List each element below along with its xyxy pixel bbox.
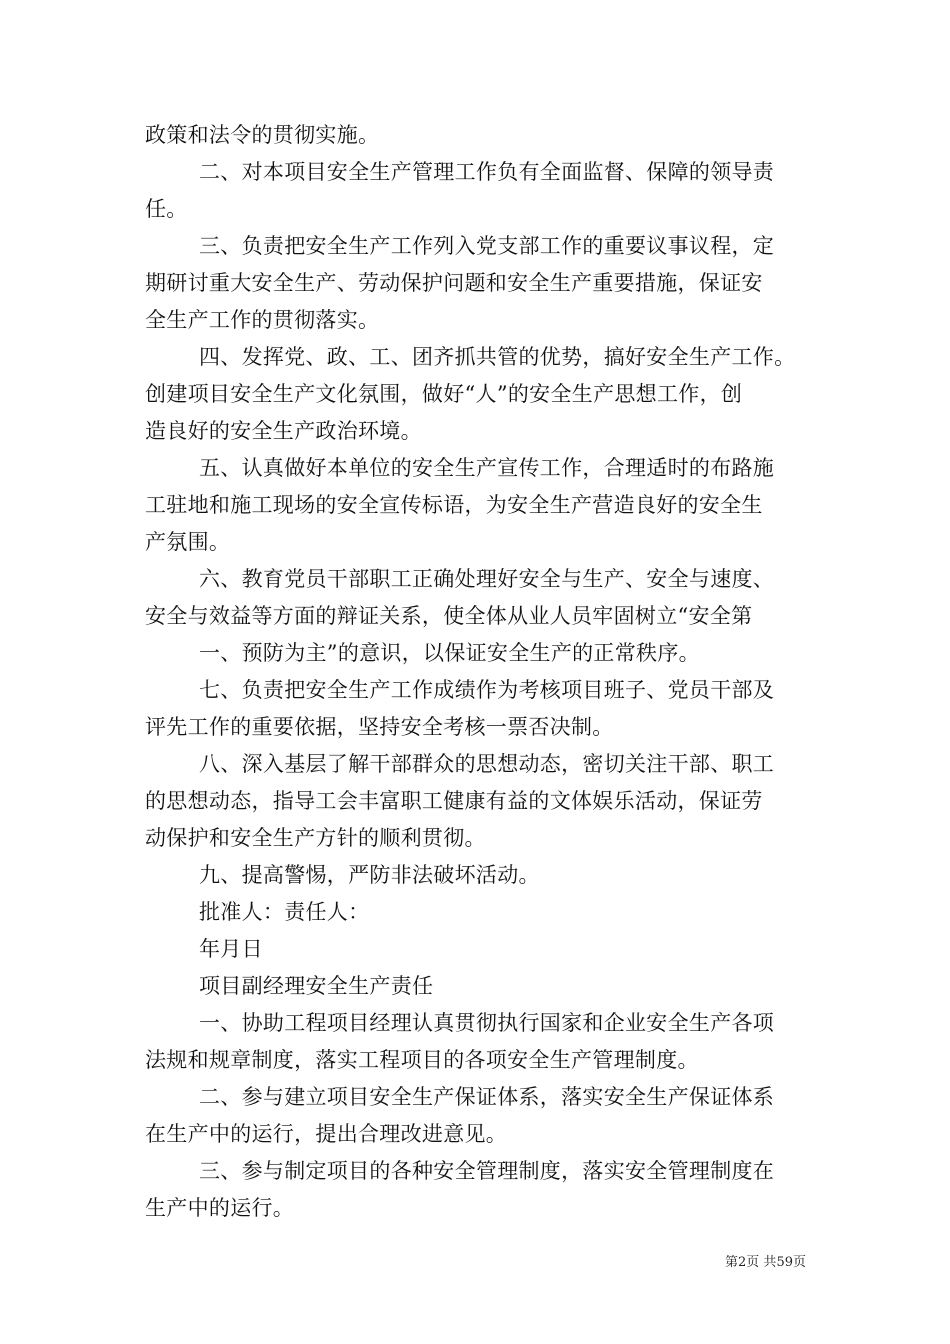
text-line: 评先工作的重要依据，坚持安全考核一票否决制。 xyxy=(145,715,614,739)
text-line: 四、发挥党、政、工、团齐抓共管的优势，搞好安全生产工作。 xyxy=(199,345,796,369)
text-line: 政策和法令的贯彻实施。 xyxy=(145,123,380,147)
text-line: 一、协助工程项目经理认真贯彻执行国家和企业安全生产各项 xyxy=(199,1011,775,1035)
text-line: 九、提高警惕，严防非法破坏活动。 xyxy=(199,863,540,887)
section-heading: 项目副经理安全生产责任 xyxy=(199,974,434,998)
text-line: 七、负责把安全生产工作成绩作为考核项目班子、党员干部及 xyxy=(199,678,775,702)
text-line: 安全与效益等方面的辩证关系，使全体从业人员牢固树立“安全第 xyxy=(145,604,753,628)
text-line: 二、对本项目安全生产管理工作负有全面监督、保障的领导责 xyxy=(199,160,775,184)
text-line: 二、参与建立项目安全生产保证体系，落实安全生产保证体系 xyxy=(199,1085,775,1109)
text-line: 三、参与制定项目的各种安全管理制度，落实安全管理制度在 xyxy=(199,1159,775,1183)
text-line: 任。 xyxy=(145,197,188,221)
text-line: 工驻地和施工现场的安全宣传标语，为安全生产营造良好的安全生 xyxy=(145,493,763,517)
current-page-number: 2 xyxy=(738,1255,747,1270)
total-pages-number: 59 xyxy=(776,1255,793,1270)
footer-suffix: 页 xyxy=(792,1255,806,1270)
text-line: 期研讨重大安全生产、劳动保护问题和安全生产重要措施，保证安 xyxy=(145,271,763,295)
text-line: 全生产工作的贯彻落实。 xyxy=(145,308,380,332)
text-line: 动保护和安全生产方针的顺利贯彻。 xyxy=(145,826,486,850)
text-line: 三、负责把安全生产工作列入党支部工作的重要议事议程，定 xyxy=(199,234,775,258)
text-line: 五、认真做好本单位的安全生产宣传工作，合理适时的布路施 xyxy=(199,456,775,480)
text-line: 在生产中的运行，提出合理改进意见。 xyxy=(145,1122,508,1146)
text-line: 六、教育党员干部职工正确处理好安全与生产、安全与速度、 xyxy=(199,567,775,591)
text-line: 产氛围。 xyxy=(145,530,231,554)
footer-middle: 页 共 xyxy=(746,1255,777,1270)
text-line: 年月日 xyxy=(199,937,263,961)
page-number-footer xyxy=(0,1251,806,1270)
text-line: 的思想动态，指导工会丰富职工健康有益的文体娱乐活动，保证劳 xyxy=(145,789,763,813)
text-line: 八、深入基层了解干部群众的思想动态，密切关注干部、职工 xyxy=(199,752,775,776)
text-line: 生产中的运行。 xyxy=(145,1196,295,1220)
footer-prefix: 第 xyxy=(725,1255,739,1270)
text-line: 批准人：责任人： xyxy=(199,900,370,924)
text-line: 一、预防为主”的意识，以保证安全生产的正常秩序。 xyxy=(199,641,700,665)
text-line: 法规和规章制度，落实工程项目的各项安全生产管理制度。 xyxy=(145,1048,699,1072)
text-line: 造良好的安全生产政治环境。 xyxy=(145,419,422,443)
text-line: 创建项目安全生产文化氛围，做好“人”的安全生产思想工作，创 xyxy=(145,382,743,406)
